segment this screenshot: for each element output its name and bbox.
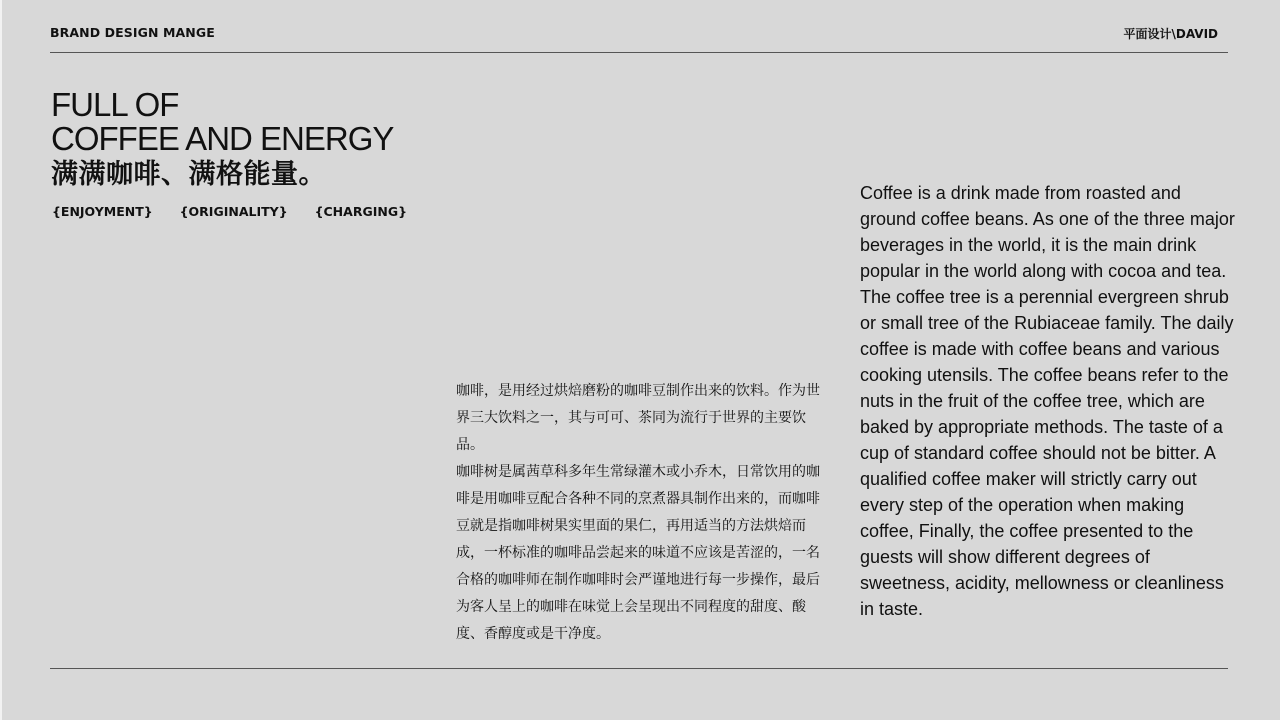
english-paragraph-1: Coffee is a drink made from roasted and ground coffee beans. As one of the three major beverages in the world, it is the main drink popular in the world along with cocoa and tea. xyxy=(860,183,1235,281)
chinese-paragraph-2: 咖啡树是属茜草科多年生常绿灌木或小乔木，日常饮用的咖啡是用咖啡豆配合各种不同的烹煮器具制作出来的，而咖啡豆就是指咖啡树果实里面的果仁，再用适当的方法烘焙而成，一杯标准的咖啡品尝起来的味道不应该是苦涩的，一名合格的咖啡师在制作咖啡时会严谨地进行每一步操作，最后为客人呈上的咖啡在味觉上会呈现出不同程度的甜度、酸度、香醇度或是干净度。 xyxy=(456,464,820,642)
page-edge xyxy=(0,0,2,720)
top-divider xyxy=(50,52,1228,53)
tag-enjoyment: {ENJOYMENT} xyxy=(52,204,153,219)
author-label: 平面设计\DAVID xyxy=(1123,27,1218,41)
title-block xyxy=(51,88,393,192)
english-paragraph-2: The coffee tree is a perennial evergreen shrub or small tree of the Rubiaceae family. The daily coffee is made with coffee beans and various cooking utensils. The coffee beans refer to the nuts in the fruit of the coffee tree, which are baked by appropriate methods. The taste of a cup of standard coffee should not be bitter. A qualified coffee maker will strictly carry out every step of the operation when making coffee, Finally, the coffee presented to the guests will show different degrees of sweetness, acidity, mellowness or cleanliness in taste. xyxy=(860,287,1234,619)
bottom-divider xyxy=(50,668,1228,669)
chinese-title: 满满咖啡、满格能量。 xyxy=(51,159,326,190)
title-line-1: FULL OF xyxy=(51,86,179,123)
tag-list xyxy=(52,204,434,219)
brand-label: BRAND DESIGN MANGE xyxy=(50,25,215,40)
chinese-paragraph-1: 咖啡，是用经过烘焙磨粉的咖啡豆制作出来的饮料。作为世界三大饮料之一，其与可可、茶同为流行于世界的主要饮品。 xyxy=(456,383,820,453)
english-body xyxy=(860,180,1240,622)
chinese-body xyxy=(456,378,826,648)
title-line-2: COFFEE AND ENERGY xyxy=(51,120,394,157)
tag-originality: {ORIGINALITY} xyxy=(179,204,288,219)
tag-charging: {CHARGING} xyxy=(314,204,407,219)
